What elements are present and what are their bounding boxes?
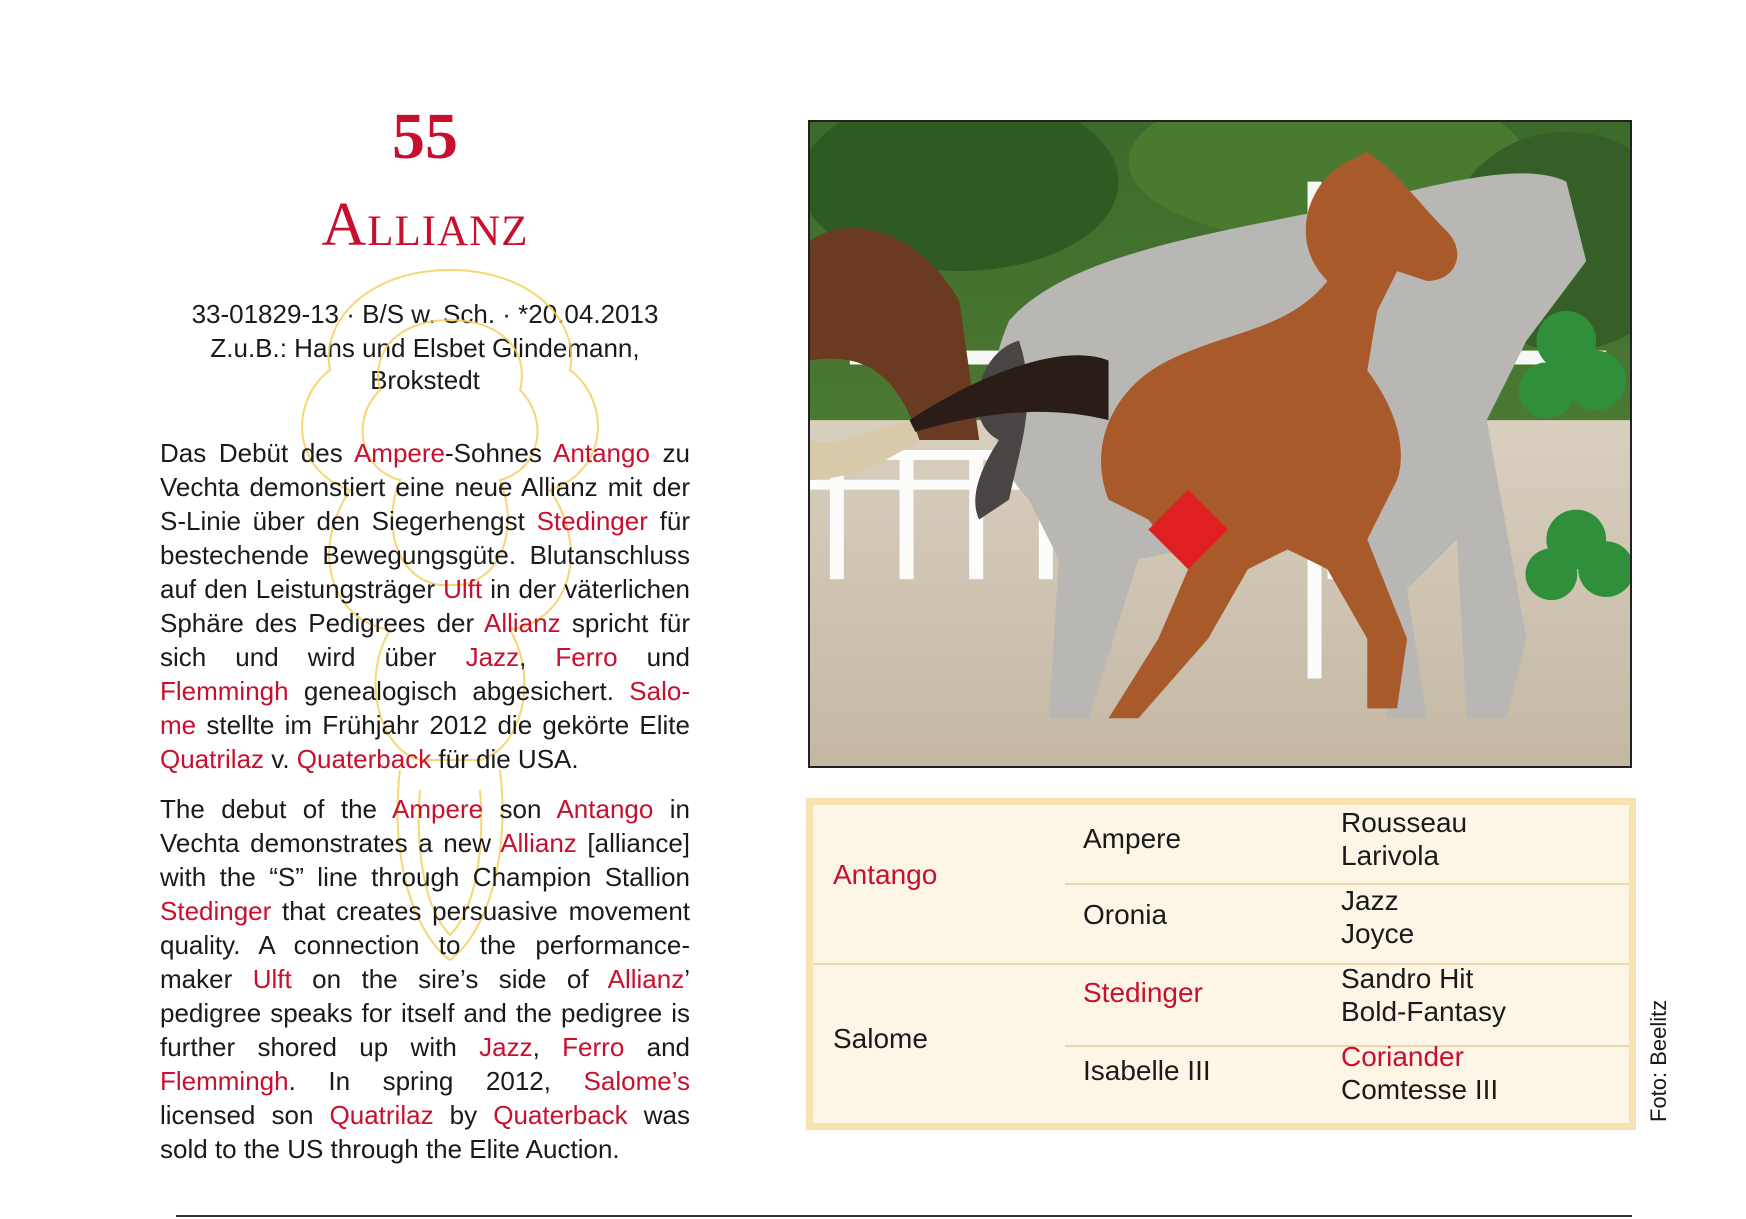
pedigree-divider [813, 963, 1629, 965]
pedigree-ds-dam: Bold-Fantasy [1341, 996, 1506, 1027]
pedigree-ds-sire: Sandro Hit [1341, 963, 1474, 994]
highlighted-name: Stedinger [160, 896, 272, 926]
text-segment: und [617, 642, 691, 672]
text-segment: genealogisch abgesichert. [288, 676, 630, 706]
pedigree-table [806, 798, 1636, 1130]
pedigree-sire-dam: Oronia [1083, 899, 1168, 930]
text-segment: in der väterlichen Sphäre des Pedigrees der [160, 574, 690, 638]
text-segment: v. [264, 744, 297, 774]
highlighted-name: Ampere [353, 438, 446, 468]
highlighted-name: Ulft [443, 574, 483, 604]
text-segment: by [433, 1100, 494, 1130]
text-segment: ’ pedigree speaks for itself and the pedigree is further shored up with [160, 964, 690, 1062]
pedigree-sd-dam: Joyce [1341, 918, 1415, 949]
horse-meta-line: 33-01829-13 · B/S w. Sch. · *20.04.2013 [191, 299, 659, 329]
highlighted-name: Jazz [465, 642, 520, 672]
description-german [160, 436, 690, 776]
horse-name: Allianz [321, 191, 529, 259]
lot-number: 55 [392, 100, 458, 173]
text-segment: licensed son [160, 1100, 330, 1130]
highlighted-name: Quaterback [493, 1100, 628, 1130]
text-segment: was sold to the US through the Elite Auction. [160, 1100, 690, 1164]
highlighted-name: Allianz [500, 828, 577, 858]
pedigree-ss-sire: Rousseau [1341, 807, 1468, 838]
text-segment: spricht für sich und wird über [160, 608, 690, 672]
pedigree-dd-sire: Coriander [1341, 1041, 1464, 1072]
highlighted-name: Quatrilaz [160, 744, 265, 774]
pedigree-ss-dam: Larivola [1341, 840, 1440, 871]
text-segment: [alliance] with the “S” line through Champion Stallion [160, 828, 691, 892]
highlighted-name: Antango [553, 438, 650, 468]
highlighted-name: Stedinger [536, 506, 648, 536]
text-segment: stellte im Frühjahr 2012 die gekörte Elite [196, 710, 690, 740]
highlighted-name: Ampere [392, 794, 484, 824]
horse-photo [808, 120, 1632, 768]
text-segment: son [483, 794, 557, 824]
text-segment: Das Debüt des [160, 438, 354, 468]
pedigree-sire-sire: Ampere [1083, 823, 1182, 854]
pedigree-dam: Salome [833, 1023, 928, 1054]
text-segment: für die USA. [431, 744, 579, 774]
pedigree-dam-dam: Isabelle III [1083, 1055, 1211, 1086]
text-segment: The debut of the [160, 794, 393, 824]
text-segment: that creates persuasive movement quality. A connection to the performance-maker [160, 896, 690, 994]
text-segment: , [532, 1032, 563, 1062]
highlighted-name: Flemmingh [160, 1066, 289, 1096]
pedigree-sire: Antango [833, 859, 938, 890]
highlighted-name: Ulft [252, 964, 292, 994]
pedigree-dam-sire: Stedinger [1083, 977, 1203, 1008]
text-segment: -Sohnes [445, 438, 554, 468]
highlighted-name: Allianz [607, 964, 685, 994]
text-segment: on the sire’s side of [291, 964, 608, 994]
photo-credit: Foto: Beelitz [1646, 999, 1671, 1122]
text-segment: . In spring 2012, [288, 1066, 584, 1096]
text-segment: , [519, 642, 556, 672]
highlighted-name: Jazz [479, 1032, 533, 1062]
text-segment: in Vechta demonstrates a new [160, 794, 691, 858]
description-english [160, 792, 690, 1166]
highlighted-name: Ferro [555, 642, 618, 672]
breeder-line: Z.u.B.: Hans und Elsbet Glindemann, Brokstedt [210, 333, 640, 395]
highlighted-name: Salome [160, 676, 690, 740]
highlighted-name: Allianz [483, 608, 561, 638]
pedigree-sd-sire: Jazz [1341, 885, 1399, 916]
text-segment: für bestechende Bewegungsgüte. Blutanschluss auf den Leistungsträger [160, 506, 690, 604]
bottom-rule [176, 1215, 1632, 1217]
highlighted-name: Quatrilaz [329, 1100, 434, 1130]
pedigree-dd-dam: Comtesse III [1341, 1074, 1499, 1105]
highlighted-name: Flemmingh [160, 676, 289, 706]
highlighted-name: Quaterback [296, 744, 432, 774]
text-segment: zu Vechta demonstiert eine neue Allianz mit der S-Linie über den Siegerhengst [160, 438, 690, 536]
text-segment: and [624, 1032, 690, 1062]
highlighted-name: Salome’s [583, 1066, 690, 1096]
highlighted-name: Ferro [562, 1032, 625, 1062]
highlighted-name: Antango [556, 794, 654, 824]
